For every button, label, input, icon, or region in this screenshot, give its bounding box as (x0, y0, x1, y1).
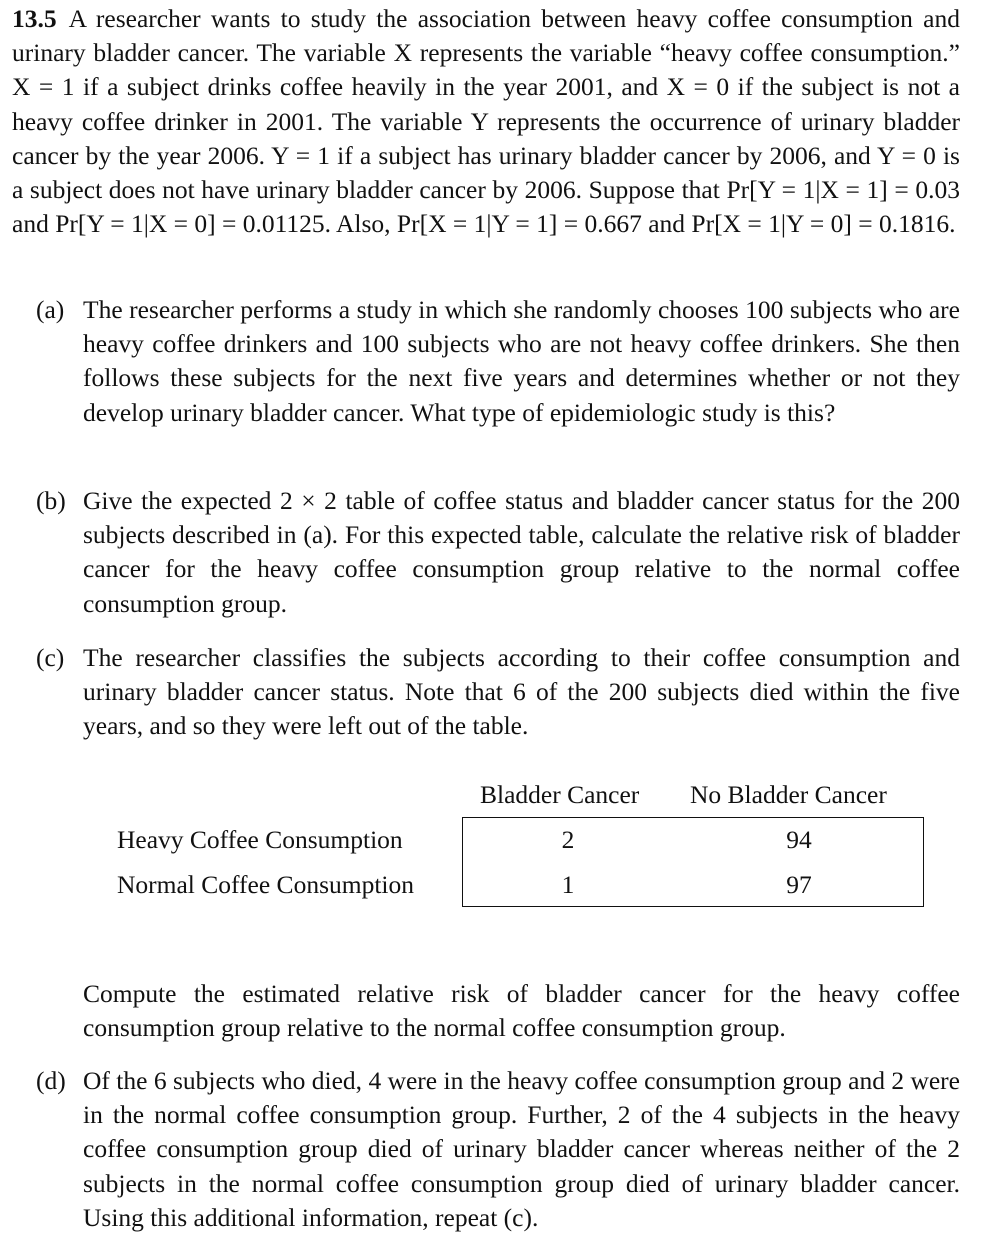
part-c-label: (c) (36, 643, 65, 672)
part-b-label: (b) (36, 486, 66, 515)
col-header-bladder-cancer: Bladder Cancer (480, 780, 640, 809)
part-c-text: The researcher classifies the subjects according to their coffee consumption and urinary bladder cancer status. Note that 6 of the 200 subjects died within the five years, and so they were left out of the table. (83, 643, 960, 741)
part-a-label: (a) (36, 295, 65, 324)
problem-intro-text: A researcher wants to study the association between heavy coffee consumption and urinary bladder cancer. The variable X represents the variable “heavy coffee consumption.” X = 1 if a subject drinks coffee heavily in the year 2001, and X = 0 if the subject is not a heavy coffee drinker in 2001. The variable Y represents the occurrence of urinary bladder cancer by the year 2006. Y = 1 if a subject has urinary bladder cancer by 2006, and Y = 0 is a subject does not have urinary bladder cancer by 2006. Suppose that Pr[Y = 1|X = 1] = 0.03 and Pr[Y = 1|X = 0] = 0.01125. Also, Pr[X = 1|Y = 1] = 0.667 and Pr[X = 1|Y = 0] = 0.1816. (12, 4, 960, 239)
compute-instruction: Compute the estimated relative risk of bladder cancer for the heavy coffee consumption group relative to the normal coffee consumption group. (83, 979, 960, 1043)
cell-heavy-cancer: 2 (561, 825, 575, 854)
part-d-label: (d) (36, 1066, 66, 1095)
cell-normal-no-cancer: 97 (786, 870, 812, 899)
row-label-normal: Normal Coffee Consumption (117, 870, 414, 899)
cell-normal-cancer: 1 (561, 870, 575, 899)
table-box (462, 817, 924, 907)
problem-number: 13.5 (12, 4, 57, 33)
part-d-text: Of the 6 subjects who died, 4 were in the heavy coffee consumption group and 2 were in the normal coffee consumption group. Further, 2 of the 4 subjects in the heavy coffee consumption group died of urinary bladder cancer whereas neither of the 2 subjects in the normal coffee consumption group died of urinary bladder cancer. Using this additional information, repeat (c). (83, 1066, 960, 1232)
row-label-heavy: Heavy Coffee Consumption (117, 825, 403, 854)
part-d (36, 1064, 960, 1235)
part-b-text: Give the expected 2 × 2 table of coffee status and bladder cancer status for the 200 subjects described in (a). For this expected table, calculate the relative risk of bladder cancer for the heavy coffee consumption group relative to the normal coffee consumption group. (83, 486, 960, 618)
cell-heavy-no-cancer: 94 (786, 825, 812, 854)
col-header-no-bladder-cancer: No Bladder Cancer (690, 780, 887, 809)
part-a-text: The researcher performs a study in which she randomly chooses 100 subjects who are heavy coffee drinkers and 100 subjects who are not heavy coffee drinkers. She then follows these subjects for the next five years and determines whether or not they develop urinary bladder cancer. What type of epidemiologic study is this? (83, 295, 960, 427)
